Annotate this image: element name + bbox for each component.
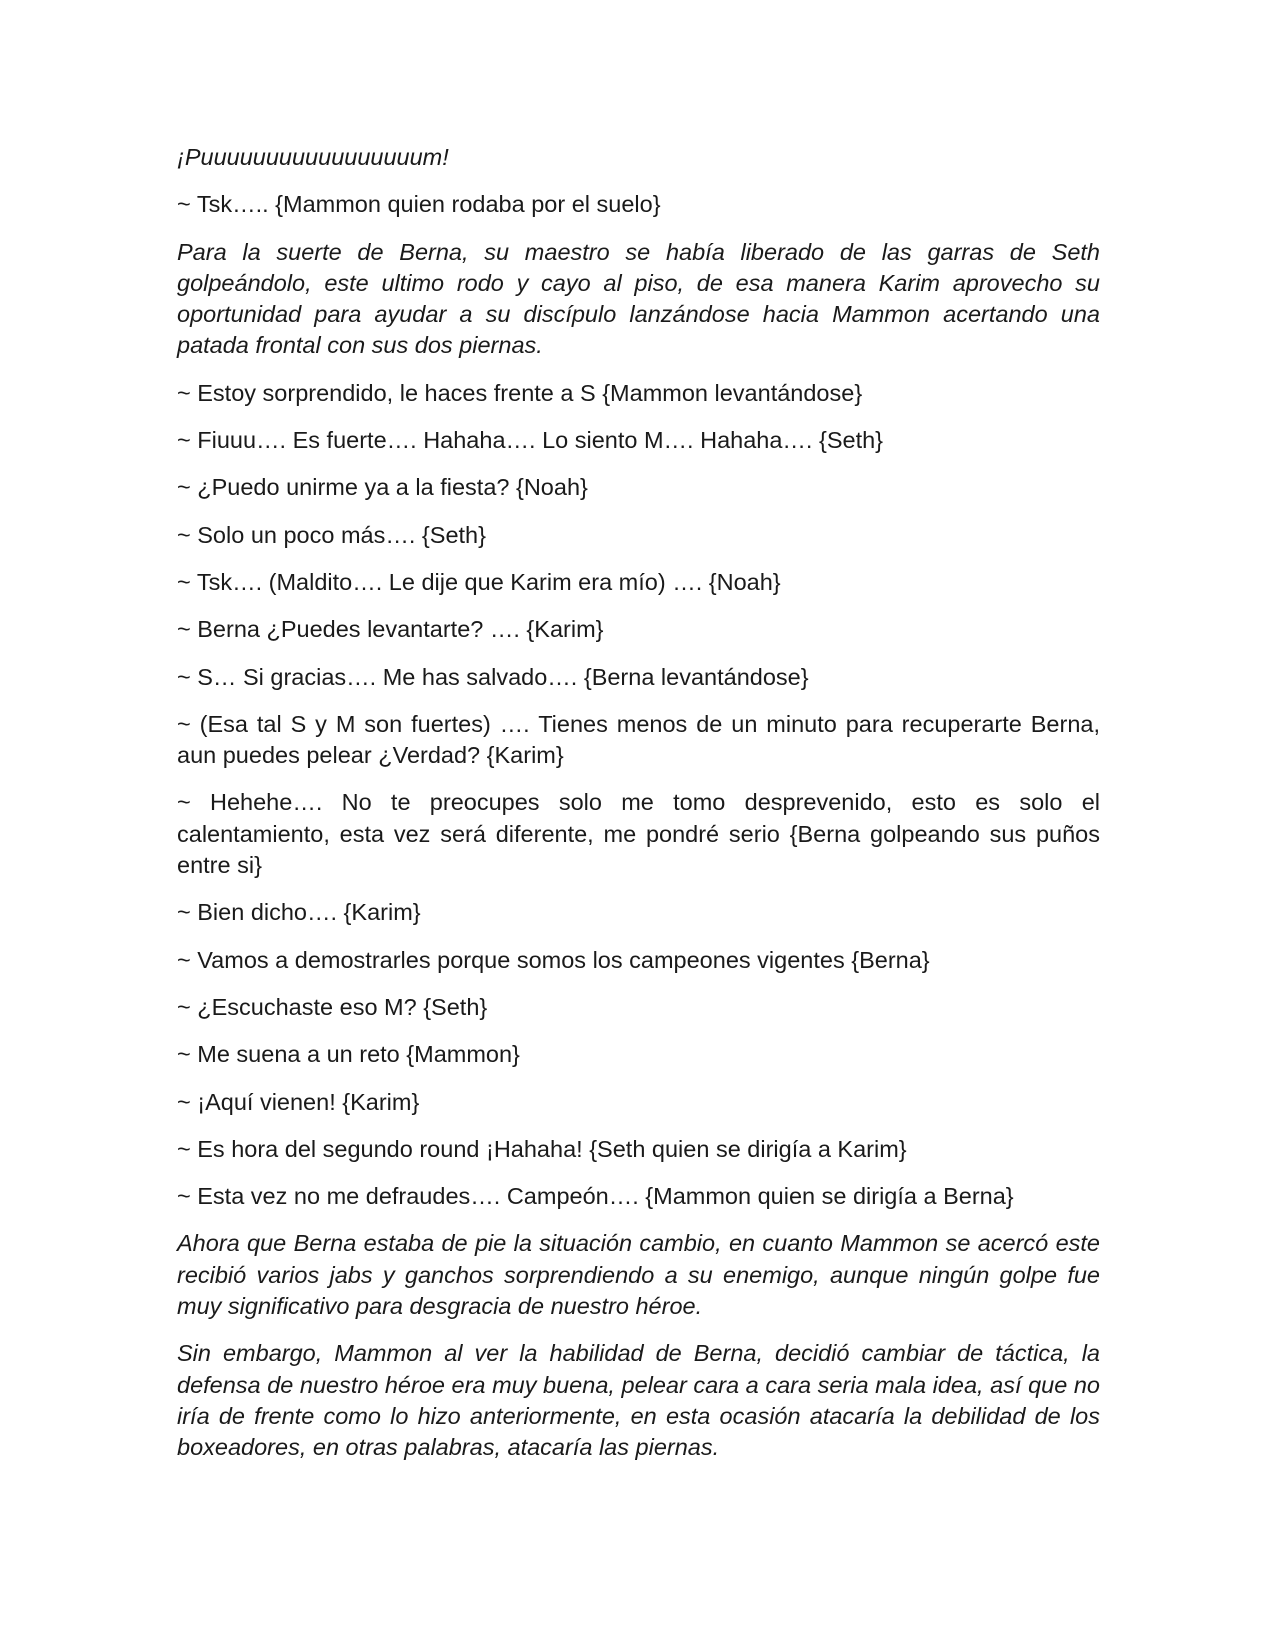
paragraph: ~ Tsk…. (Maldito…. Le dije que Karim era mío) …. {Noah} — [177, 568, 781, 595]
paragraph: ~ Vamos a demostrarles porque somos los campeones vigentes {Berna} — [177, 946, 930, 973]
paragraph: ¡Puuuuuuuuuuuuuuuuum! — [177, 144, 449, 170]
paragraph: ~ ¿Escuchaste eso M? {Seth} — [177, 993, 488, 1020]
paragraph: Sin embargo, Mammon al ver la habilidad de Berna, decidió cambiar de táctica, la defensa de nuestro héroe era muy buena, pelear cara a cara seria mala idea, así que no iría de frente como lo hizo anteriormente, en esta ocasión atacaría la debilidad de los boxeadores, en otras palabras, atacaría las piernas. — [177, 1340, 1100, 1461]
paragraph: ~ Fiuuu…. Es fuerte…. Hahaha…. Lo siento M…. Hahaha…. {Seth} — [177, 427, 884, 454]
paragraph: ~ Esta vez no me defraudes…. Campeón…. {Mammon quien se dirigía a Berna} — [177, 1183, 1014, 1210]
paragraph: ~ Berna ¿Puedes levantarte? …. {Karim} — [177, 616, 604, 643]
paragraph: Para la suerte de Berna, su maestro se había liberado de las garras de Seth golpeándolo, este ultimo rodo y cayo al piso, de esa manera Karim aprovecho su oportunidad para ayudar a su discípulo lanzándose hacia Mammon acertando una patada frontal con sus dos piernas. — [177, 238, 1100, 359]
paragraph: ~ Me suena a un reto {Mammon} — [177, 1041, 520, 1068]
paragraph: ~ Tsk….. {Mammon quien rodaba por el suelo} — [177, 191, 661, 218]
document-page — [177, 142, 1100, 1480]
paragraph: ~ ¡Aquí vienen! {Karim} — [177, 1088, 420, 1115]
paragraph: ~ ¿Puedo unirme ya a la fiesta? {Noah} — [177, 474, 588, 501]
paragraph: ~ Es hora del segundo round ¡Hahaha! {Seth quien se dirigía a Karim} — [177, 1135, 907, 1162]
paragraph: ~ Solo un poco más…. {Seth} — [177, 521, 486, 548]
paragraph: Ahora que Berna estaba de pie la situación cambio, en cuanto Mammon se acercó este recibió varios jabs y ganchos sorprendiendo a su enemigo, aunque ningún golpe fue muy significativo para desgracia de nuestro héroe. — [177, 1230, 1100, 1320]
paragraph: ~ Hehehe…. No te preocupes solo me tomo desprevenido, esto es solo el calentamiento, esta vez será diferente, me pondré serio {Berna golpeando sus puños entre si} — [177, 789, 1100, 879]
paragraph: ~ Estoy sorprendido, le haces frente a S {Mammon levantándose} — [177, 379, 863, 406]
paragraph: ~ (Esa tal S y M son fuertes) …. Tienes menos de un minuto para recuperarte Berna, aun puedes pelear ¿Verdad? {Karim} — [177, 710, 1100, 769]
paragraph: ~ Bien dicho…. {Karim} — [177, 899, 421, 926]
paragraph: ~ S… Si gracias…. Me has salvado…. {Berna levantándose} — [177, 663, 809, 690]
